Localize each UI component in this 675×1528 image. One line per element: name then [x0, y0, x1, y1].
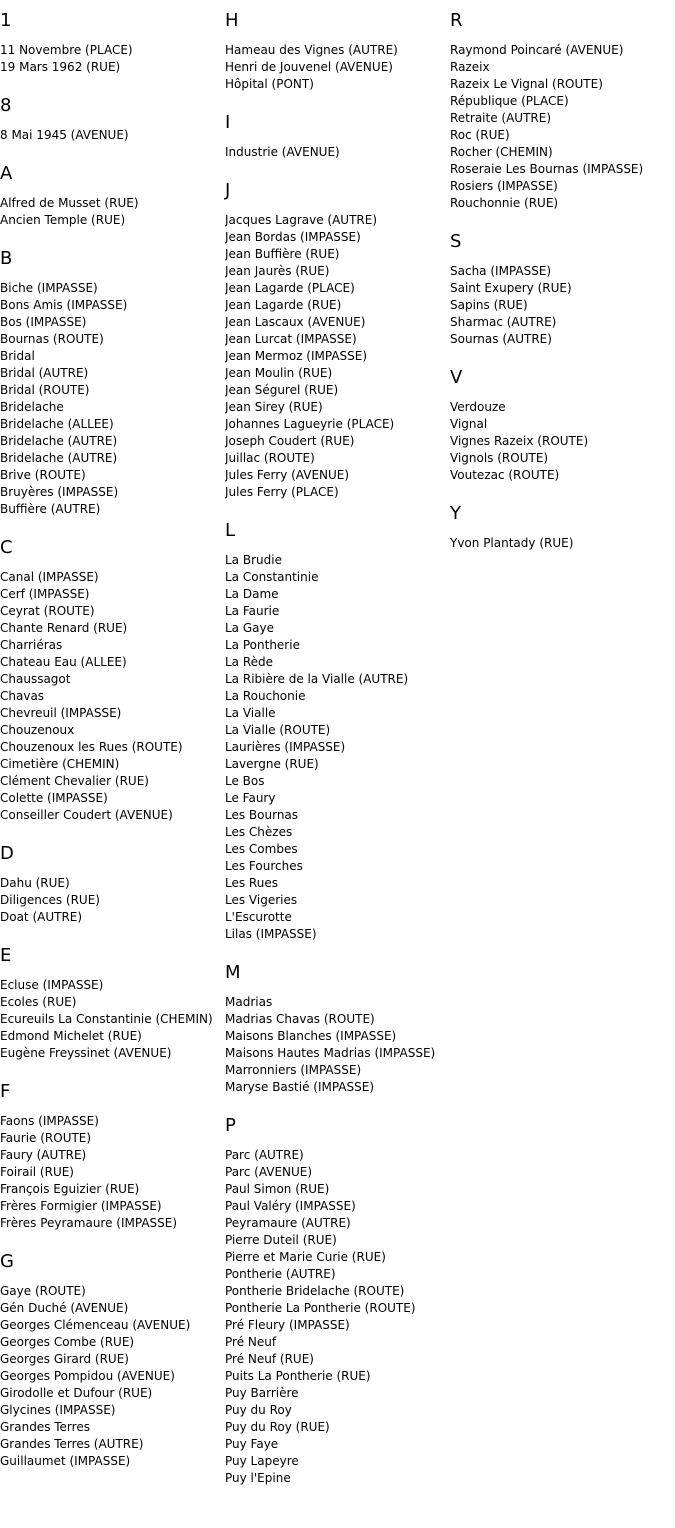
- street-link[interactable]: Madrias Chavas (ROUTE): [225, 1012, 375, 1026]
- street-link[interactable]: Sharmac (AUTRE): [450, 315, 557, 329]
- street-link[interactable]: Parc (AUTRE): [225, 1148, 304, 1162]
- street-link[interactable]: Puy Lapeyre: [225, 1454, 299, 1468]
- street-link[interactable]: Chavas: [0, 689, 45, 703]
- street-link[interactable]: Sournas (AUTRE): [450, 332, 552, 346]
- street-link[interactable]: Maryse Bastié (IMPASSE): [225, 1080, 375, 1094]
- street-link[interactable]: Bridelache (ALLEE): [0, 417, 114, 431]
- street-link[interactable]: La Gaye: [225, 621, 274, 635]
- street-link[interactable]: Colette (IMPASSE): [0, 791, 108, 805]
- street-list: [0, 1283, 225, 1470]
- street-index-column-1: [0, 10, 225, 1489]
- letter-heading: M: [225, 962, 241, 983]
- letter-section: [225, 10, 450, 93]
- street-link[interactable]: La Brudie: [225, 553, 282, 567]
- street-link[interactable]: Les Rues: [225, 876, 278, 890]
- letter-section: [450, 231, 675, 348]
- street-link[interactable]: Puits La Pontherie (RUE): [225, 1369, 371, 1383]
- street-link[interactable]: Lilas (IMPASSE): [225, 927, 317, 941]
- street-link[interactable]: Jean Bordas (IMPASSE): [225, 230, 361, 244]
- street-link[interactable]: Les Vigeries: [225, 893, 298, 907]
- letter-heading: J: [225, 180, 231, 201]
- street-link[interactable]: Industrie (AVENUE): [225, 145, 340, 159]
- street-list: [0, 127, 225, 144]
- street-link[interactable]: Brive (ROUTE): [0, 468, 86, 482]
- street-list: [225, 1147, 450, 1487]
- street-link[interactable]: Yvon Plantady (RUE): [450, 536, 574, 550]
- street-link[interactable]: Pré Neuf: [225, 1335, 277, 1349]
- street-link[interactable]: Puy Barrière: [225, 1386, 299, 1400]
- street-link[interactable]: Bridal (ROUTE): [0, 383, 90, 397]
- letter-heading: L: [225, 520, 236, 541]
- street-link[interactable]: Juillac (ROUTE): [225, 451, 315, 465]
- street-link[interactable]: Bos (IMPASSE): [0, 315, 87, 329]
- street-link[interactable]: Girodolle et Dufour (RUE): [0, 1386, 153, 1400]
- letter-heading: R: [450, 10, 463, 31]
- street-link[interactable]: La Vialle: [225, 706, 276, 720]
- street-link[interactable]: La Rouchonie: [225, 689, 306, 703]
- street-link[interactable]: Frères Formigier (IMPASSE): [0, 1199, 162, 1213]
- street-index-column-3: [450, 10, 675, 571]
- street-link[interactable]: La Dame: [225, 587, 279, 601]
- street-link[interactable]: Bons Amis (IMPASSE): [0, 298, 128, 312]
- street-link[interactable]: Bournas (ROUTE): [0, 332, 104, 346]
- street-index-column-2: [225, 10, 450, 1506]
- street-link[interactable]: Conseiller Coudert (AVENUE): [0, 808, 173, 822]
- street-link[interactable]: Sapins (RUE): [450, 298, 528, 312]
- street-link[interactable]: Guillaumet (IMPASSE): [0, 1454, 131, 1468]
- street-link[interactable]: Rocher (CHEMIN): [450, 145, 553, 159]
- street-list: [0, 977, 225, 1062]
- street-link[interactable]: La Faurie: [225, 604, 280, 618]
- street-link[interactable]: Jean Moulin (RUE): [225, 366, 333, 380]
- street-link[interactable]: Chaussagot: [0, 672, 71, 686]
- letter-heading: F: [0, 1081, 11, 1102]
- street-link[interactable]: La Pontherie: [225, 638, 300, 652]
- letter-section: [0, 10, 225, 76]
- street-link[interactable]: Parc (AVENUE): [225, 1165, 313, 1179]
- letter-section: [0, 843, 225, 926]
- street-link[interactable]: Georges Pompidou (AVENUE): [0, 1369, 175, 1383]
- letter-section: [225, 1115, 450, 1487]
- letter-section: [0, 945, 225, 1062]
- letter-heading: G: [0, 1251, 14, 1272]
- street-link[interactable]: La Constantinie: [225, 570, 319, 584]
- street-link[interactable]: Puy Faye: [225, 1437, 279, 1451]
- street-list: [225, 212, 450, 501]
- street-list: [0, 280, 225, 518]
- street-link[interactable]: Jean Buffière (RUE): [225, 247, 340, 261]
- street-link[interactable]: Bridelache (AUTRE): [0, 451, 118, 465]
- street-link[interactable]: Chante Renard (RUE): [0, 621, 128, 635]
- letter-section: [0, 163, 225, 229]
- street-list: [450, 42, 675, 212]
- street-link[interactable]: Puy du Roy (RUE): [225, 1420, 330, 1434]
- street-link[interactable]: Chouzenoux les Rues (ROUTE): [0, 740, 183, 754]
- street-link[interactable]: Bridal: [0, 349, 35, 363]
- letter-heading: 1: [0, 10, 12, 31]
- street-link[interactable]: Charriéras: [0, 638, 63, 652]
- street-link[interactable]: Chateau Eau (ALLEE): [0, 655, 127, 669]
- street-list: [0, 195, 225, 229]
- street-link[interactable]: Madrias: [225, 995, 273, 1009]
- street-link[interactable]: Saint Exupery (RUE): [450, 281, 572, 295]
- street-link[interactable]: Puy du Roy: [225, 1403, 292, 1417]
- street-link[interactable]: François Eguizier (RUE): [0, 1182, 140, 1196]
- street-link[interactable]: Peyramaure (AUTRE): [225, 1216, 351, 1230]
- street-link[interactable]: Vignes Razeix (ROUTE): [450, 434, 589, 448]
- street-link[interactable]: Faury (AUTRE): [0, 1148, 87, 1162]
- street-link[interactable]: Faurie (ROUTE): [0, 1131, 92, 1145]
- street-link[interactable]: Gén Duché (AVENUE): [0, 1301, 129, 1315]
- street-link[interactable]: Lavergne (RUE): [225, 757, 319, 771]
- letter-heading: D: [0, 843, 14, 864]
- street-list: [450, 399, 675, 484]
- street-link[interactable]: Pierre Duteil (RUE): [225, 1233, 337, 1247]
- street-link[interactable]: Ecureuils La Constantinie (CHEMIN): [0, 1012, 213, 1026]
- street-link[interactable]: Les Combes: [225, 842, 298, 856]
- street-link[interactable]: Rouchonnie (RUE): [450, 196, 559, 210]
- letter-section: [225, 520, 450, 943]
- street-link[interactable]: Johannes Lagueyrie (PLACE): [225, 417, 395, 431]
- letter-section: [0, 537, 225, 824]
- street-link[interactable]: Jean Ségurel (RUE): [225, 383, 339, 397]
- street-link[interactable]: Les Chèzes: [225, 825, 293, 839]
- street-link[interactable]: Georges Girard (RUE): [0, 1352, 129, 1366]
- letter-heading: A: [0, 163, 13, 184]
- street-link[interactable]: Dahu (RUE): [0, 876, 70, 890]
- street-link[interactable]: Jean Lagarde (PLACE): [225, 281, 355, 295]
- street-link[interactable]: Pontherie (AUTRE): [225, 1267, 336, 1281]
- street-link[interactable]: République (PLACE): [450, 94, 569, 108]
- street-link[interactable]: Puy l'Epine: [225, 1471, 291, 1485]
- street-link[interactable]: Verdouze: [450, 400, 506, 414]
- street-link[interactable]: Georges Clémenceau (AVENUE): [0, 1318, 191, 1332]
- street-link[interactable]: Bruyères (IMPASSE): [0, 485, 119, 499]
- street-link[interactable]: Hameau des Vignes (AUTRE): [225, 43, 398, 57]
- street-link[interactable]: Rosiers (IMPASSE): [450, 179, 558, 193]
- street-link[interactable]: Clément Chevalier (RUE): [0, 774, 149, 788]
- letter-section: [0, 95, 225, 144]
- street-link[interactable]: Foirail (RUE): [0, 1165, 74, 1179]
- street-link[interactable]: Chevreuil (IMPASSE): [0, 706, 122, 720]
- street-link[interactable]: Le Bos: [225, 774, 265, 788]
- street-link[interactable]: Pré Neuf (RUE): [225, 1352, 314, 1366]
- street-list: [0, 875, 225, 926]
- street-link[interactable]: Jules Ferry (AVENUE): [225, 468, 350, 482]
- street-link[interactable]: Voutezac (ROUTE): [450, 468, 560, 482]
- street-link[interactable]: Cerf (IMPASSE): [0, 587, 90, 601]
- street-link[interactable]: Edmond Michelet (RUE): [0, 1029, 142, 1043]
- street-list: [0, 42, 225, 76]
- street-link[interactable]: 11 Novembre (PLACE): [0, 43, 133, 57]
- street-link[interactable]: Ceyrat (ROUTE): [0, 604, 95, 618]
- street-list: [225, 552, 450, 943]
- street-link[interactable]: Diligences (RUE): [0, 893, 100, 907]
- street-link[interactable]: Vignols (ROUTE): [450, 451, 549, 465]
- letter-heading: 8: [0, 95, 12, 116]
- street-link[interactable]: Paul Valéry (IMPASSE): [225, 1199, 356, 1213]
- street-link[interactable]: Eugène Freyssinet (AVENUE): [0, 1046, 172, 1060]
- street-link[interactable]: Retraite (AUTRE): [450, 111, 552, 125]
- letter-heading: I: [225, 112, 231, 133]
- letter-heading: C: [0, 537, 13, 558]
- street-list: [0, 1113, 225, 1232]
- street-link[interactable]: Grandes Terres (AUTRE): [0, 1437, 144, 1451]
- letter-heading: E: [0, 945, 12, 966]
- street-link[interactable]: Pontherie Bridelache (ROUTE): [225, 1284, 405, 1298]
- letter-heading: S: [450, 231, 462, 252]
- street-link[interactable]: Maisons Hautes Madrias (IMPASSE): [225, 1046, 436, 1060]
- street-link[interactable]: Canal (IMPASSE): [0, 570, 99, 584]
- street-list: [0, 569, 225, 824]
- street-link[interactable]: Sacha (IMPASSE): [450, 264, 552, 278]
- street-list: [225, 994, 450, 1096]
- letter-heading: Y: [450, 503, 461, 524]
- street-link[interactable]: Le Faury: [225, 791, 276, 805]
- street-link[interactable]: Jean Lagarde (RUE): [225, 298, 342, 312]
- letter-section: [0, 248, 225, 518]
- street-link[interactable]: Hôpital (PONT): [225, 77, 314, 91]
- letter-heading: V: [450, 367, 463, 388]
- street-link[interactable]: Jacques Lagrave (AUTRE): [225, 213, 378, 227]
- street-list: [450, 263, 675, 348]
- street-link[interactable]: Frères Peyramaure (IMPASSE): [0, 1216, 178, 1230]
- letter-heading: H: [225, 10, 239, 31]
- street-link[interactable]: Jean Lascaux (AVENUE): [225, 315, 366, 329]
- street-link[interactable]: Doat (AUTRE): [0, 910, 83, 924]
- street-link[interactable]: Bridal (AUTRE): [0, 366, 89, 380]
- street-link[interactable]: Jules Ferry (PLACE): [225, 485, 339, 499]
- street-list: [450, 535, 675, 552]
- letter-section: [225, 180, 450, 501]
- street-link[interactable]: Bridelache (AUTRE): [0, 434, 118, 448]
- street-link[interactable]: Buffière (AUTRE): [0, 502, 101, 516]
- street-link[interactable]: La Ribière de la Vialle (AUTRE): [225, 672, 409, 686]
- street-link[interactable]: Ecoles (RUE): [0, 995, 77, 1009]
- letter-section: [225, 112, 450, 161]
- street-link[interactable]: Pontherie La Pontherie (ROUTE): [225, 1301, 416, 1315]
- letter-section: [0, 1081, 225, 1232]
- street-link[interactable]: La Rède: [225, 655, 274, 669]
- letter-section: [0, 1251, 225, 1470]
- street-link[interactable]: 8 Mai 1945 (AVENUE): [0, 128, 129, 142]
- street-link[interactable]: Glycines (IMPASSE): [0, 1403, 116, 1417]
- street-link[interactable]: Vignal: [450, 417, 488, 431]
- street-link[interactable]: Jean Mermoz (IMPASSE): [225, 349, 368, 363]
- street-link[interactable]: Maisons Blanches (IMPASSE): [225, 1029, 397, 1043]
- letter-section: [225, 962, 450, 1096]
- street-link[interactable]: Les Bournas: [225, 808, 299, 822]
- street-link[interactable]: Biche (IMPASSE): [0, 281, 98, 295]
- street-list: [225, 42, 450, 93]
- street-list: [225, 144, 450, 161]
- street-link[interactable]: La Vialle (ROUTE): [225, 723, 331, 737]
- street-link[interactable]: Roc (RUE): [450, 128, 510, 142]
- street-link[interactable]: Gaye (ROUTE): [0, 1284, 86, 1298]
- street-link[interactable]: Jean Sirey (RUE): [225, 400, 323, 414]
- street-link[interactable]: Georges Combe (RUE): [0, 1335, 135, 1349]
- letter-section: [450, 367, 675, 484]
- street-link[interactable]: 19 Mars 1962 (RUE): [0, 60, 121, 74]
- street-link[interactable]: Alfred de Musset (RUE): [0, 196, 139, 210]
- street-link[interactable]: Les Fourches: [225, 859, 303, 873]
- street-link[interactable]: Henri de Jouvenel (AVENUE): [225, 60, 393, 74]
- street-link[interactable]: L'Escurotte: [225, 910, 292, 924]
- letter-section: [450, 503, 675, 552]
- letter-heading: P: [225, 1115, 236, 1136]
- street-link[interactable]: Jean Jaurès (RUE): [225, 264, 330, 278]
- street-link[interactable]: Roseraie Les Bournas (IMPASSE): [450, 162, 644, 176]
- street-link[interactable]: Pierre et Marie Curie (RUE): [225, 1250, 386, 1264]
- letter-section: [450, 10, 675, 212]
- street-link[interactable]: Ecluse (IMPASSE): [0, 978, 104, 992]
- street-link[interactable]: Jean Lurcat (IMPASSE): [225, 332, 357, 346]
- street-link[interactable]: Laurières (IMPASSE): [225, 740, 346, 754]
- street-link[interactable]: Raymond Poincaré (AVENUE): [450, 43, 624, 57]
- street-link[interactable]: Joseph Coudert (RUE): [225, 434, 355, 448]
- street-link[interactable]: Faons (IMPASSE): [0, 1114, 99, 1128]
- street-link[interactable]: Bridelache: [0, 400, 64, 414]
- street-link[interactable]: Paul Simon (RUE): [225, 1182, 330, 1196]
- street-link[interactable]: Grandes Terres: [0, 1420, 90, 1434]
- street-link[interactable]: Razeix Le Vignal (ROUTE): [450, 77, 603, 91]
- street-link[interactable]: Marronniers (IMPASSE): [225, 1063, 362, 1077]
- street-link[interactable]: Pré Fleury (IMPASSE): [225, 1318, 350, 1332]
- street-link[interactable]: Razeix: [450, 60, 490, 74]
- street-link[interactable]: Cimetière (CHEMIN): [0, 757, 120, 771]
- letter-heading: B: [0, 248, 13, 269]
- street-link[interactable]: Ancien Temple (RUE): [0, 213, 126, 227]
- street-link[interactable]: Chouzenoux: [0, 723, 75, 737]
